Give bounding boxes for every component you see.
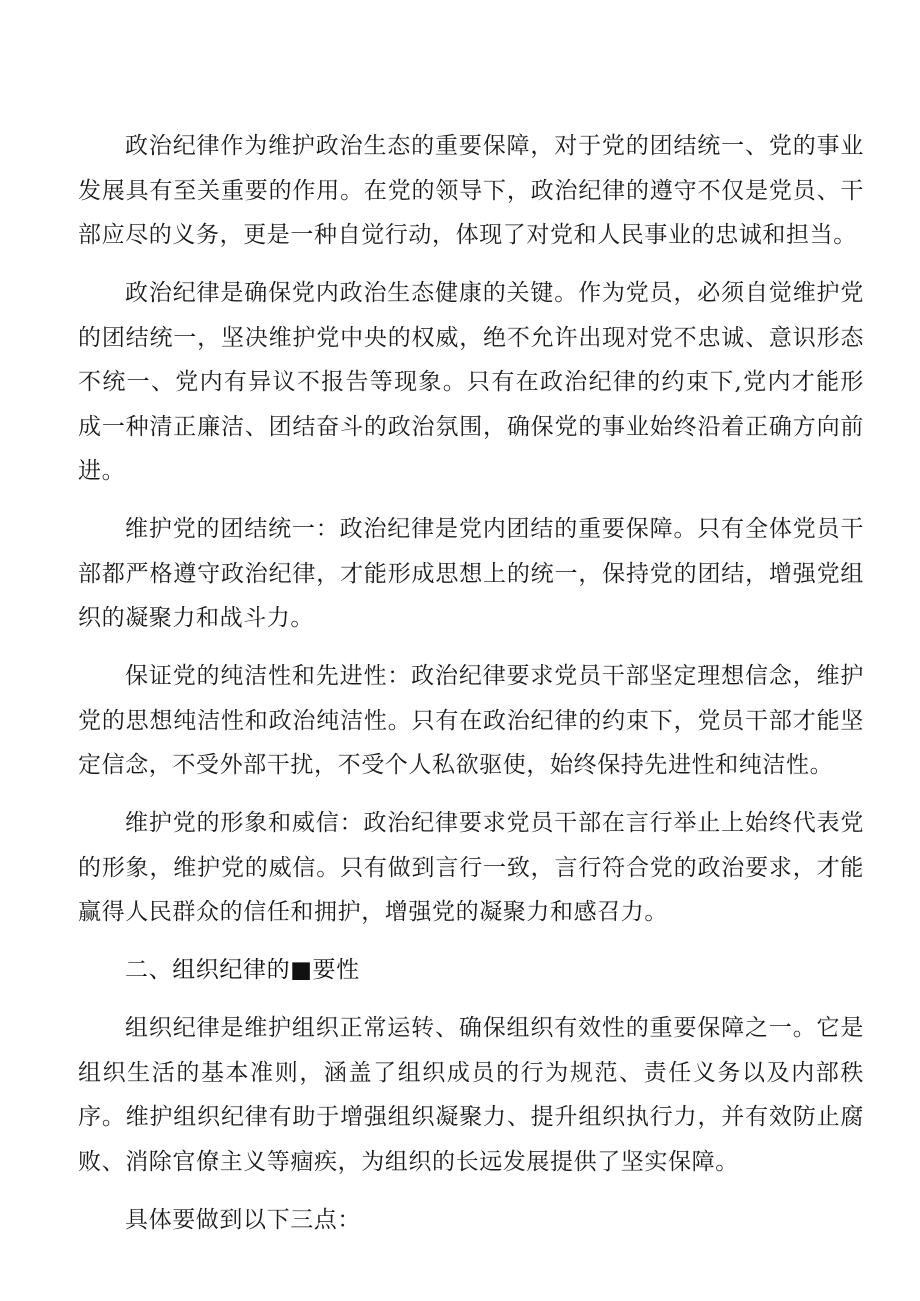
section-heading: 二、组织纪律的■要性 (125, 957, 360, 983)
paragraph-political-ecology-key: 政治纪律是确保党内政治生态健康的关键。作为党员，必须自觉维护党的团结统一，坚决维护党中央的权威，绝不允许出现对党不忠诚、意识形态不统一、党内有异议不报告等现象。只有在政治纪律的约束下,党内才能形成一种清正廉洁、团结奋斗的政治氛围，确保党的事业始终沿着正确方向前进。 (78, 280, 864, 484)
paragraph-image-prestige: 维护党的形象和威信：政治纪律要求党员干部在言行举止上始终代表党的形象，维护党的威信。只有做到言行一致，言行符合党的政治要求，才能赢得人民群众的信任和拥护，增强党的凝聚力和感召力。 (78, 810, 864, 925)
paragraph-purity: 保证党的纯洁性和先进性：政治纪律要求党员干部坚定理想信念，维护党的思想纯洁性和政治纯洁性。只有在政治纪律的约束下，党员干部才能坚定信念，不受外部干扰，不受个人私欲驱使，始终保持先进性和纯洁性。 (78, 663, 864, 778)
paragraph-organizational-discipline: 组织纪律是维护组织正常运转、确保组织有效性的重要保障之一。它是组织生活的基本准则，涵盖了组织成员的行为规范、责任义务以及内部秩序。维护组织纪律有助于增强组织凝聚力、提升组织执行力，并有效防止腐败、消除官僚主义等痼疾，为组织的长远发展提供了坚实保障。 (78, 1015, 864, 1175)
paragraph-political-discipline-intro: 政治纪律作为维护政治生态的重要保障，对于党的团结统一、党的事业发展具有至关重要的作用。在党的领导下，政治纪律的遵守不仅是党员、干部应尽的义务，更是一种自觉行动，体现了对党和人民事业的忠诚和担当。 (78, 133, 864, 248)
paragraph-unity: 维护党的团结统一：政治纪律是党内团结的重要保障。只有全体党员干部都严格遵守政治纪律，才能形成思想上的统一，保持党的团结，增强党组织的凝聚力和战斗力。 (78, 516, 864, 631)
document-body (78, 124, 864, 1256)
paragraph-three-points: 具体要做到以下三点： (125, 1206, 361, 1233)
